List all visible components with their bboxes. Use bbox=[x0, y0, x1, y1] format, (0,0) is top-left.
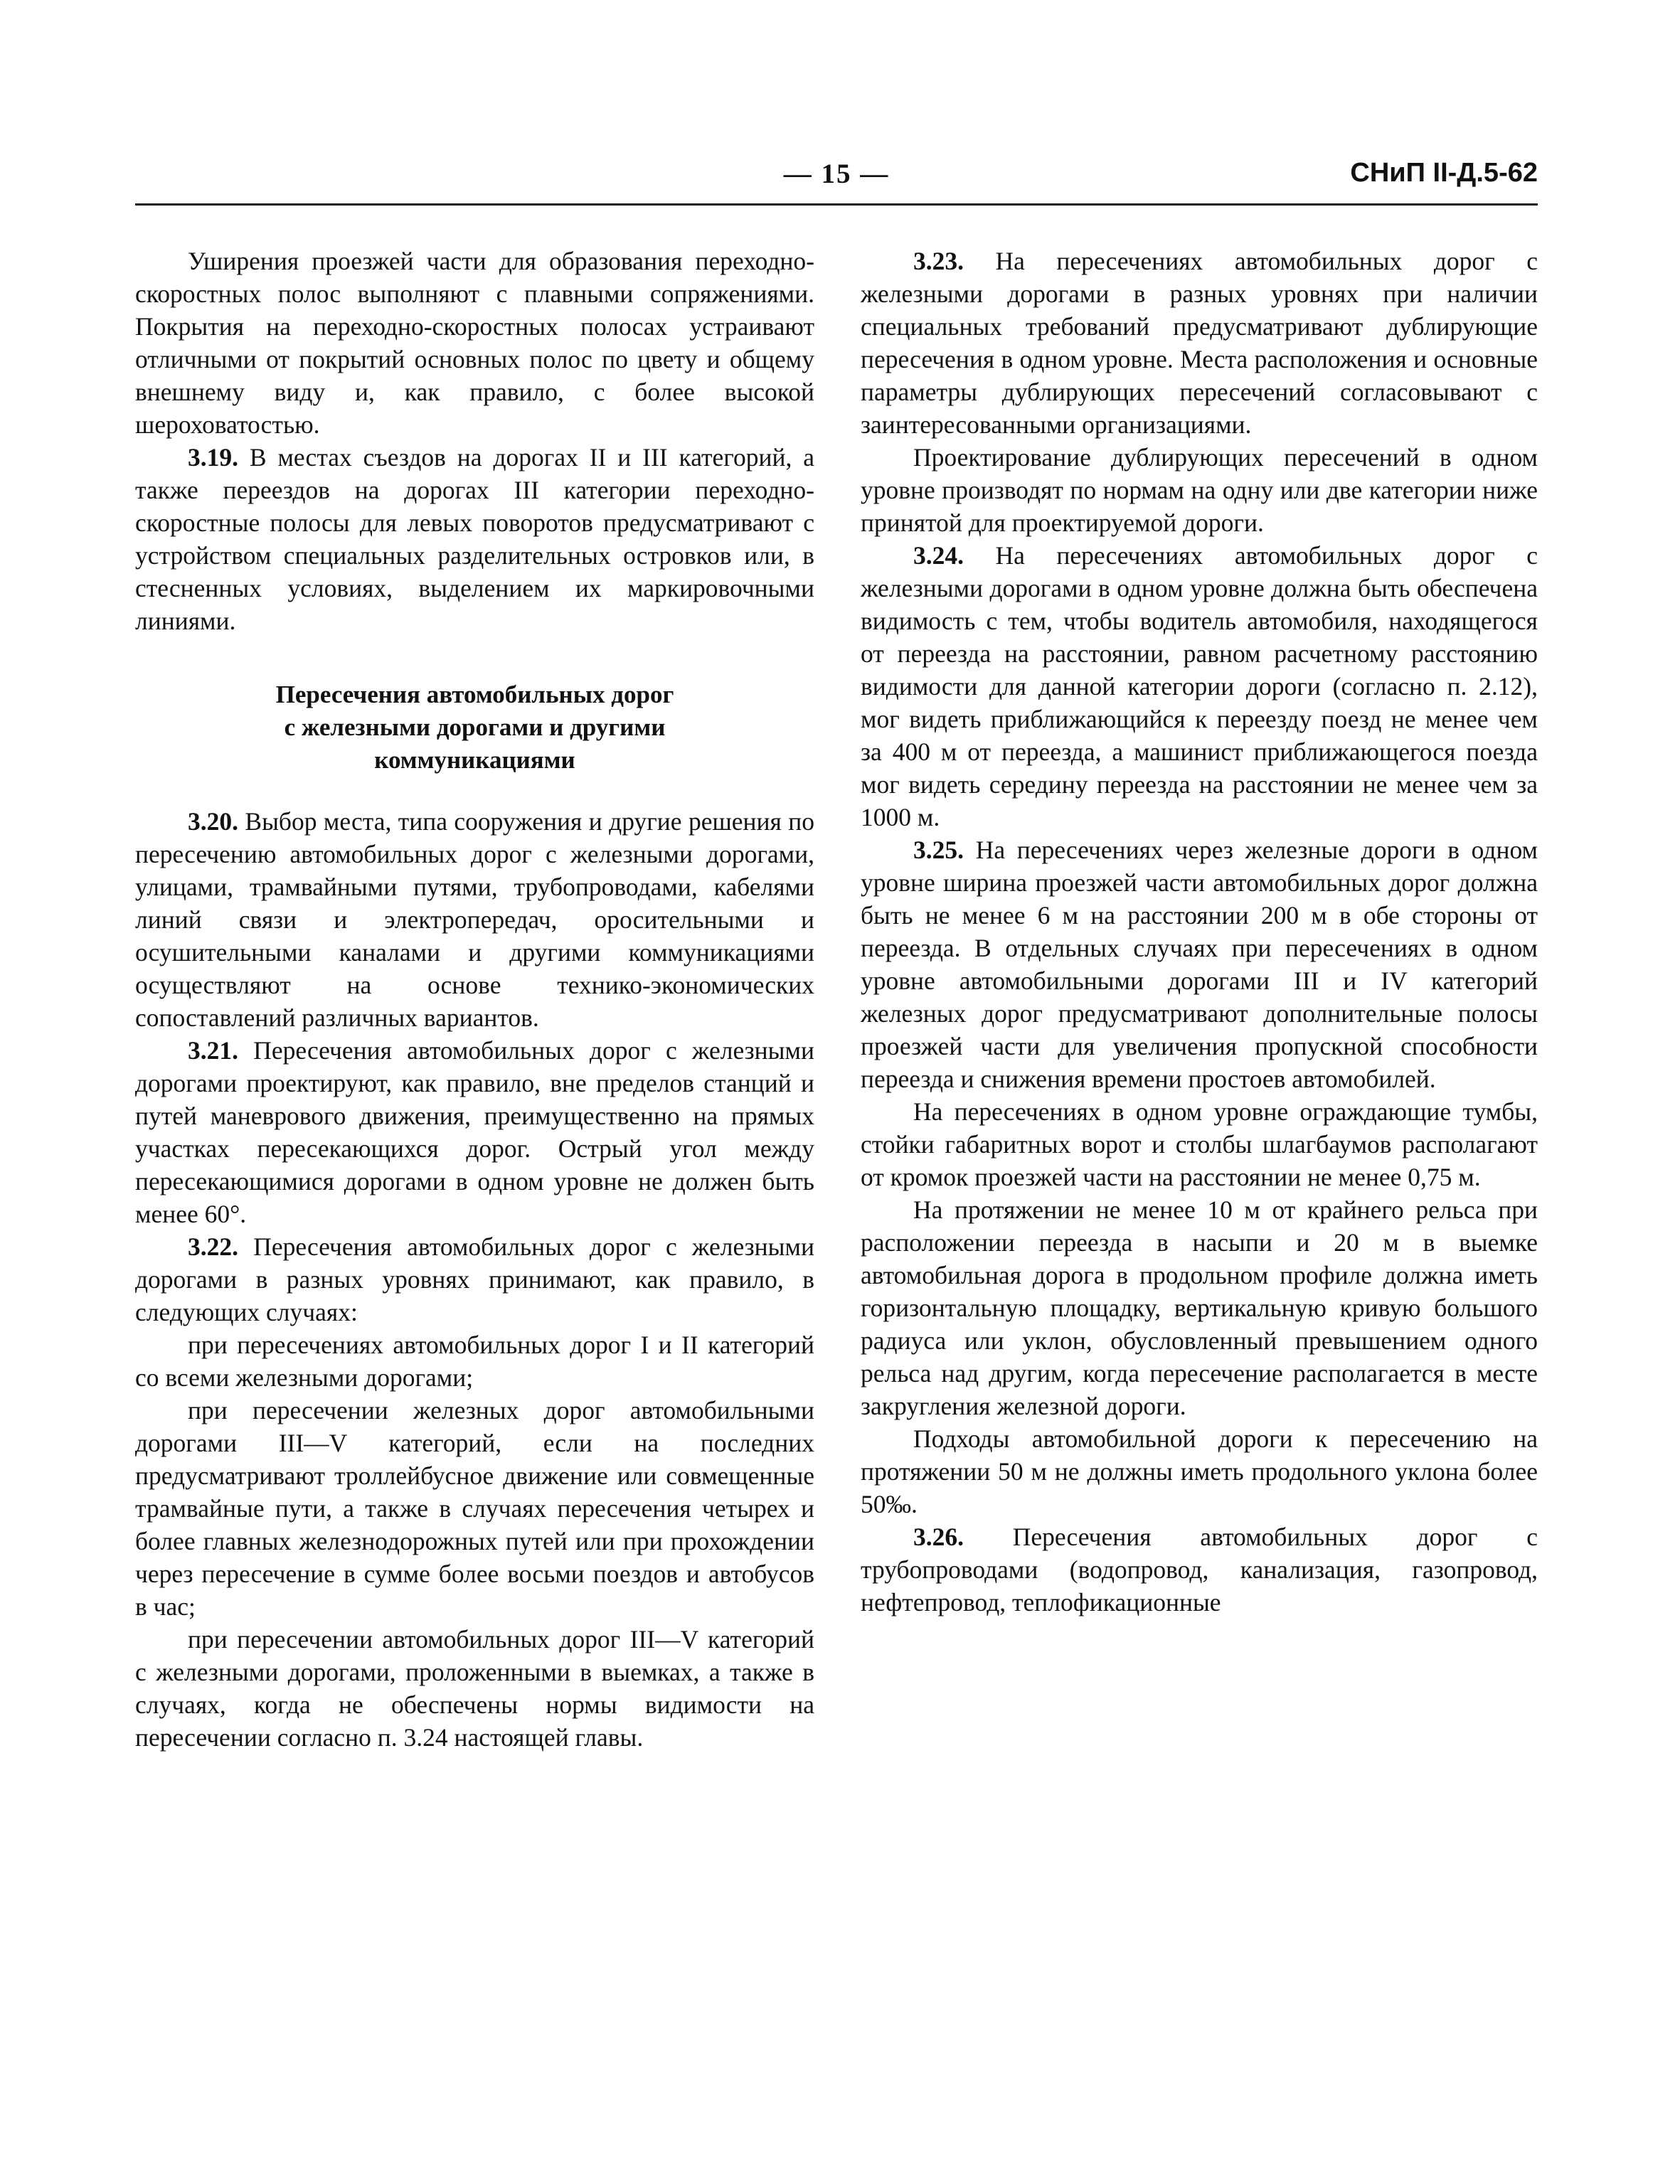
right-column bbox=[861, 245, 1538, 1619]
clause-number: 3.21. bbox=[188, 1036, 238, 1065]
paragraph-intro: Уширения проезжей части для образования переходно-скоростных полос выполняют с плавными сопряжениями. Покрытия на переходно-скоростных полосах устраивают отличными от покрытий основных полос по цвету и общему внешнему виду и, как правило, с более высокой шероховатостью. bbox=[135, 247, 814, 439]
clause-number: 3.20. bbox=[188, 807, 238, 836]
left-column bbox=[135, 245, 814, 1754]
clause-text: Пересечения автомобильных дорог с железными дорогами проектируют, как правило, вне пределов станций и путей маневрового движения, преимущественно на прямых участках пересекающихся дорог. Острый угол между пересекающимися дорогами в одном уровне не должен быть менее 60°. bbox=[135, 1036, 814, 1228]
clause-number: 3.25. bbox=[913, 836, 964, 864]
clause-3-20 bbox=[135, 805, 814, 1034]
clause-text: В местах съездов на дорогах II и III категорий, а также переездов на дорогах III категории переходно-скоростные полосы для левых поворотов предусматривают с устройством специальных разделительных островков или, в стесненных условиях, выделением их маркировочными линиями. bbox=[135, 443, 814, 635]
document-code: СНиП II-Д.5-62 bbox=[1350, 158, 1538, 188]
clause-3-26 bbox=[861, 1520, 1538, 1619]
clause-3-25-paragraph: На пересечениях в одном уровне ограждающие тумбы, стойки габаритных ворот и столбы шлагбаумов располагают от кромок проезжей части на расстоянии не менее 0,75 м. bbox=[861, 1097, 1538, 1191]
section-heading bbox=[135, 678, 814, 777]
page-header bbox=[135, 158, 1538, 208]
clause-text: На пересечениях автомобильных дорог с железными дорогами в одном уровне должна быть обеспечена видимость с тем, чтобы водитель автомобиля, находящегося от переезда на расстоянии, равном расчетному расстоянию видимости для данной категории дороги (согласно п. 2.12), мог видеть приближающийся к переезду поезд не менее чем за 400 м от переезда, а машинист приближающегося поезда мог видеть середину переезда на расстоянии не менее чем за 1000 м. bbox=[861, 541, 1538, 831]
clause-text: На пересечениях через железные дороги в одном уровне ширина проезжей части автомобильных дорог должна быть не менее 6 м на расстоянии 200 м в обе стороны от переезда. В отдельных случаях при пересечениях в одном уровне автомобильными дорогами III и IV категорий железных дорог предусматривают дополнительные полосы проезжей части для увеличения пропускной способности переезда и снижения времени простоев автомобилей. bbox=[861, 836, 1538, 1093]
clause-text: На пересечениях автомобильных дорог с железными дорогами в разных уровнях при наличии специальных требований предусматривают дублирующие пересечения в одном уровне. Места расположения и основные параметры дублирующих пересечений согласовывают с заинтересованными организациями. bbox=[861, 247, 1538, 439]
clause-3-19 bbox=[135, 441, 814, 637]
clause-3-25-paragraph: На протяжении не менее 10 м от крайнего рельса при расположении переезда в насыпи и 20 м в выемке автомобильная дорога в продольном профиле должна иметь горизонтальную площадку, вертикальную кривую большого радиуса или уклон, обусловленный превышением одного рельса над другим, когда пересечение располагается в месте закругления железной дороги. bbox=[861, 1195, 1538, 1420]
clause-number: 3.24. bbox=[913, 541, 964, 570]
clause-text: Выбор места, типа сооружения и другие решения по пересечению автомобильных дорог с железными дорогами, улицами, трамвайными путями, трубопроводами, кабелями линий связи и электропередач, оросительными и осушительными каналами и другими коммуникациями осуществляют на основе технико-экономических сопоставлений различных вариантов. bbox=[135, 807, 815, 1032]
clause-3-25-paragraph: Подходы автомобильной дороги к пересечению на протяжении 50 м не должны иметь продольного уклона более 50‰. bbox=[861, 1424, 1538, 1518]
clause-3-22-case-b: при пересечении железных дорог автомобильными дорогами III—V категорий, если на последних предусматривают троллейбусное движение или совмещенные трамвайные пути, а также в случаях пересечения четырех и более главных железнодорожных путей или при прохождении через пересечение в сумме более восьми поездов и автобусов в час; bbox=[135, 1396, 814, 1621]
clause-3-25 bbox=[861, 833, 1538, 1095]
page-number: — 15 — bbox=[783, 159, 890, 189]
clause-3-23 bbox=[861, 245, 1538, 441]
section-heading-line: коммуникациями bbox=[374, 746, 575, 774]
clause-number: 3.23. bbox=[913, 247, 964, 275]
header-rule bbox=[135, 203, 1538, 206]
clause-3-23-paragraph: Проектирование дублирующих пересечений в одном уровне производят по нормам на одну или две категории ниже принятой для проектируемой дороги. bbox=[861, 443, 1538, 537]
clause-3-21 bbox=[135, 1034, 814, 1230]
clause-number: 3.26. bbox=[913, 1523, 964, 1551]
clause-3-22-case-a: при пересечениях автомобильных дорог I и II категорий со всеми железными дорогами; bbox=[135, 1331, 814, 1392]
clause-text: Пересечения автомобильных дорог с трубопроводами (водопровод, канализация, газопровод, нефтепровод, теплофикационные bbox=[861, 1523, 1538, 1616]
clause-number: 3.22. bbox=[188, 1232, 238, 1261]
clause-3-22 bbox=[135, 1230, 814, 1328]
clause-text: Пересечения автомобильных дорог с железными дорогами в разных уровнях принимают, как правило, в следующих случаях: bbox=[135, 1232, 814, 1326]
clause-3-24 bbox=[861, 539, 1538, 833]
clause-number: 3.19. bbox=[188, 443, 238, 472]
section-heading-line: с железными дорогами и другими bbox=[284, 713, 666, 741]
clause-3-22-case-c: при пересечении автомобильных дорог III—V категорий с железными дорогами, проложенными в выемках, а также в случаях, когда не обеспечены нормы видимости на пересечении согласно п. 3.24 настоящей главы. bbox=[135, 1625, 814, 1752]
section-heading-line: Пересечения автомобильных дорог bbox=[275, 681, 674, 708]
